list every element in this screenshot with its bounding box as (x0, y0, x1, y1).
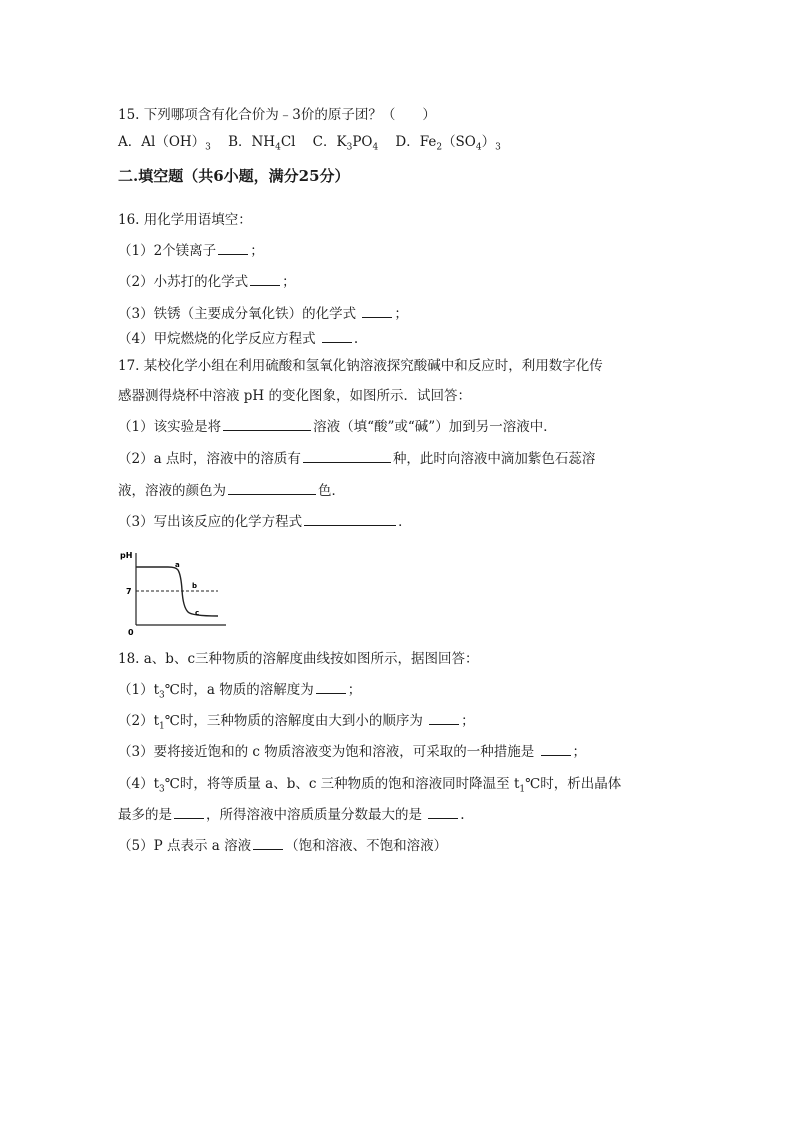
q17-blank-4[interactable] (304, 513, 396, 526)
q17-item-2: （2）a 点时，溶液中的溶质有 种，此时向溶液中滴加紫色石蕊溶 (118, 451, 596, 467)
q16-stem: 16. 用化学用语填空： (118, 212, 252, 228)
q17-item-3: （3）写出该反应的化学方程式 ． (118, 514, 412, 530)
q16-blank-1[interactable] (218, 242, 248, 255)
q18-item-3: （3）要将接近饱和的 c 物质溶液变为饱和溶液，可采取的一种措施是 ； (118, 744, 587, 760)
origin-label: 0 (128, 628, 134, 637)
q17-item-2-cont: 液，溶液的颜色为 色． (118, 483, 345, 499)
y-tick-7: 7 (126, 587, 132, 596)
q16-item-4: （4）甲烷燃烧的化学反应方程式 . (118, 331, 359, 347)
q16-item-3: （3）铁锈（主要成分氧化铁）的化学式 ； (118, 306, 408, 322)
q17-stem-line1: 17. 某校化学小组在利用硫酸和氢氧化钠溶液探究酸碱中和反应时，利用数字化传 (118, 358, 603, 374)
q16-blank-4[interactable] (322, 330, 352, 343)
q18-stem: 18. a、b、c三种物质的溶解度曲线按如图所示，据图回答： (118, 651, 479, 667)
q17-blank-1[interactable] (223, 418, 311, 431)
ph-graph (118, 545, 233, 637)
q18-item-2: $(2)t_1℃$时，三种物质的溶解度由大到小的顺序为 ； (118, 713, 475, 732)
y-axis-label: pH (120, 551, 133, 560)
q15-options (118, 130, 501, 153)
q18-blank-1[interactable] (316, 681, 346, 694)
q17-stem-line2: 感器测得烧杯中溶液 pH 的变化图象，如图所示．试回答： (118, 388, 471, 404)
q15-stem: 15. 下列哪项含有化合价为﹣3价的原子团？（ ） (118, 107, 436, 123)
q17-blank-2[interactable] (303, 450, 391, 463)
q16-blank-2[interactable] (250, 273, 280, 286)
q16-item-2: （2）小苏打的化学式 ； (118, 274, 296, 290)
q18-blank-4[interactable] (174, 806, 204, 819)
q15-option-c[interactable]: C．$K_3PO_4$ (312, 134, 379, 153)
point-c-label: c (195, 609, 200, 617)
q18-item-4: $(4)t_3℃$时，将等质量 a、b、c 三种物质的饱和溶液同时降温至 $t_1℃$时，析出晶体 (118, 776, 622, 795)
q18-blank-5[interactable] (428, 806, 458, 819)
q17-item-1: （1）该实验是将 溶液（填“酸”或“碱”）加到另一溶液中． (118, 419, 557, 435)
q15-option-d[interactable]: D．$Fe_2(SO_4)_3$ (395, 134, 501, 153)
q18-item-4-cont: 最多的是 ，所得溶液中溶质质量分数最大的是 . (118, 807, 465, 823)
q18-item-5: （5）P 点表示 a 溶液 （饱和溶液、不饱和溶液） (118, 838, 448, 854)
section-title: 二.填空题（共6小题，满分25分） (118, 167, 350, 185)
q18-blank-3[interactable] (541, 743, 571, 756)
q18-blank-6[interactable] (253, 837, 283, 850)
q16-blank-3[interactable] (362, 305, 392, 318)
q18-item-1: $(1)t_3℃$时，a 物质的溶解度为 ； (118, 682, 362, 701)
point-a-label: a (175, 561, 180, 569)
q18-blank-2[interactable] (429, 712, 459, 725)
q15-option-b[interactable]: B．$NH_4Cl$ (228, 134, 296, 153)
q16-item-1: （1）2个镁离子 ； (118, 243, 264, 259)
q15-option-a[interactable]: A．$Al(OH)_3$ (118, 134, 211, 153)
point-b-label: b (192, 582, 198, 590)
q17-blank-3[interactable] (228, 482, 316, 495)
